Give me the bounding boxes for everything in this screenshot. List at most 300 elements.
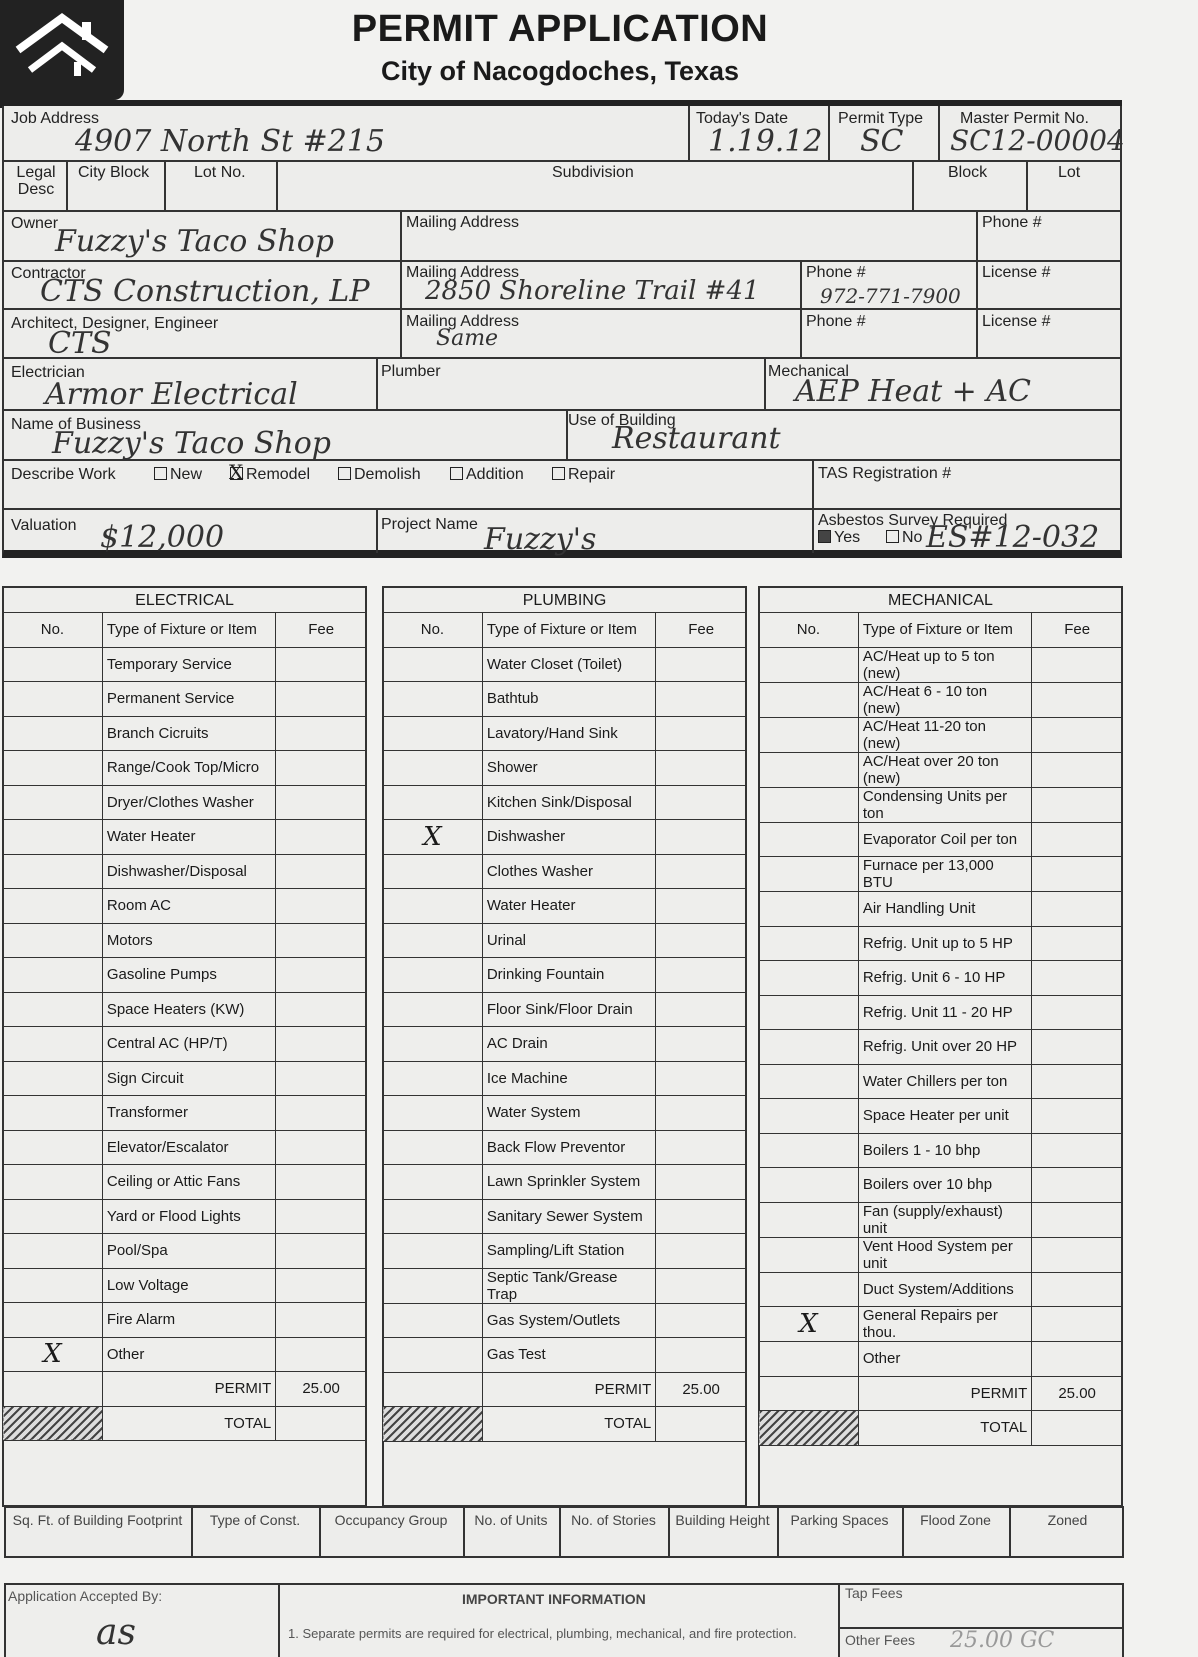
- electrical-row-item: Motors: [102, 923, 275, 958]
- mechanical-row-item: Vent Hood System per unit: [858, 1237, 1031, 1272]
- table-row: [759, 1133, 1123, 1168]
- plumbing-row-fee[interactable]: [656, 1130, 747, 1165]
- plumbing-row-fee[interactable]: [656, 1061, 747, 1096]
- mechanical-row-no[interactable]: [759, 1168, 859, 1203]
- plumbing-row-no[interactable]: [383, 647, 483, 682]
- electrical-row-no[interactable]: [3, 1130, 103, 1165]
- electrical-table: [2, 612, 367, 1441]
- electrical-row-item: Fire Alarm: [102, 1303, 275, 1338]
- business-label: Name of Business: [11, 416, 141, 433]
- mechanical-table: [758, 612, 1123, 1446]
- electrical-row-no[interactable]: [3, 1027, 103, 1062]
- electrical-row-item: Elevator/Escalator: [102, 1130, 275, 1165]
- electrical-row-no[interactable]: [3, 1268, 103, 1303]
- mechanical-row-no[interactable]: [759, 1099, 859, 1134]
- mechanical-total-fee[interactable]: [1032, 1411, 1123, 1446]
- plumber-label: Plumber: [381, 363, 441, 380]
- plumbing-row-fee[interactable]: [656, 992, 747, 1027]
- table-row: [3, 1096, 367, 1131]
- plumbing-header-no: No.: [383, 613, 483, 648]
- page-title: PERMIT APPLICATION: [351, 8, 769, 50]
- master-permit-value[interactable]: SC12-00004: [950, 124, 1125, 157]
- master-permit-label: Master Permit No.: [960, 110, 1089, 127]
- plumbing-row-item: Water System: [482, 1096, 655, 1131]
- plumbing-row-no[interactable]: [383, 889, 483, 924]
- electrical-row-no[interactable]: [3, 1096, 103, 1131]
- table-row: [383, 1268, 747, 1303]
- table-row: [383, 682, 747, 717]
- mechanical-row-item: Fan (supply/exhaust) unit: [858, 1202, 1031, 1237]
- electrical-row-fee[interactable]: [276, 682, 367, 717]
- table-row: [3, 647, 367, 682]
- plumbing-row-item: Shower: [482, 751, 655, 786]
- table-row: [383, 958, 747, 993]
- electrical-row-no[interactable]: [3, 1165, 103, 1200]
- electrical-row-fee[interactable]: [276, 1199, 367, 1234]
- plumbing-row-fee[interactable]: [656, 1165, 747, 1200]
- electrical-permit-spacer: [3, 1372, 103, 1407]
- architect-value[interactable]: CTS: [48, 326, 112, 361]
- electrical-row-fee[interactable]: [276, 1337, 367, 1372]
- electrical-permit-label: PERMIT: [102, 1372, 275, 1407]
- mechanical-row-fee[interactable]: [1032, 1237, 1123, 1272]
- mechanical-row-fee[interactable]: [1032, 752, 1123, 787]
- electrical-row-no[interactable]: [3, 751, 103, 786]
- table-row: [759, 1307, 1123, 1342]
- table-row: [3, 1268, 367, 1303]
- table-row: [3, 785, 367, 820]
- table-row: [3, 923, 367, 958]
- mechanical-label: Mechanical: [768, 363, 849, 380]
- plumbing-row-fee[interactable]: [656, 1234, 747, 1269]
- mechanical-row-fee[interactable]: [1032, 1202, 1123, 1237]
- valuation-value[interactable]: $12,000: [100, 520, 225, 555]
- electrical-row-fee[interactable]: [276, 958, 367, 993]
- mechanical-row-fee[interactable]: [1032, 647, 1123, 682]
- plumbing-row-fee[interactable]: [656, 958, 747, 993]
- mechanical-row-fee[interactable]: [1032, 787, 1123, 822]
- electrical-row-fee[interactable]: [276, 889, 367, 924]
- plumbing-row-no[interactable]: [383, 1199, 483, 1234]
- mechanical-header-fe: Fee: [1032, 613, 1123, 648]
- plumbing-row-item: Ice Machine: [482, 1061, 655, 1096]
- building-stat-3: No. of Units: [474, 1512, 548, 1528]
- plumbing-row-fee[interactable]: [656, 1199, 747, 1234]
- electrical-row-fee[interactable]: [276, 1027, 367, 1062]
- contractor-phone-value[interactable]: 972-771-7900: [820, 284, 961, 308]
- plumbing-row-no[interactable]: [383, 751, 483, 786]
- owner-phone-label: Phone #: [982, 214, 1042, 231]
- mechanical-header-no: No.: [759, 613, 859, 648]
- building-stat-4: No. of Stories: [571, 1512, 656, 1528]
- plumbing-row-fee[interactable]: [656, 1338, 747, 1373]
- mechanical-header-it: Type of Fixture or Item: [858, 613, 1031, 648]
- legal-desc-label: Legal Desc: [16, 164, 56, 198]
- mechanical-row-item: Boilers 1 - 10 bhp: [858, 1133, 1031, 1168]
- mechanical-row-fee[interactable]: [1032, 1099, 1123, 1134]
- contractor-license-label: License #: [982, 264, 1051, 281]
- mechanical-row-fee[interactable]: [1032, 1307, 1123, 1342]
- mechanical-row-fee[interactable]: [1032, 857, 1123, 892]
- architect-label: Architect, Designer, Engineer: [11, 315, 219, 332]
- electrical-row-no[interactable]: [3, 1303, 103, 1338]
- building-stat-0: Sq. Ft. of Building Footprint: [12, 1512, 183, 1528]
- mechanical-row-item: Space Heater per unit: [858, 1099, 1031, 1134]
- table-row: [383, 785, 747, 820]
- mechanical-row-no[interactable]: [759, 682, 859, 717]
- table-row: [383, 751, 747, 786]
- electrical-row-item: Dishwasher/Disposal: [102, 854, 275, 889]
- mechanical-row-item: General Repairs per thou.: [858, 1307, 1031, 1342]
- table-row: [759, 892, 1123, 927]
- plumbing-row-item: Lawn Sprinkler System: [482, 1165, 655, 1200]
- plumbing-row-item: Bathtub: [482, 682, 655, 717]
- accepted-by-value[interactable]: as: [96, 1612, 136, 1653]
- mechanical-row-no[interactable]: [759, 787, 859, 822]
- plumbing-row-fee[interactable]: [656, 682, 747, 717]
- job-address-value[interactable]: 4907 North St #215: [75, 124, 385, 159]
- electrical-total-fee[interactable]: [276, 1406, 367, 1441]
- plumbing-total-hatch: [383, 1407, 483, 1442]
- mechanical-section-title: MECHANICAL: [888, 592, 993, 609]
- plumbing-row-no[interactable]: [383, 992, 483, 1027]
- tas-registration-label: TAS Registration #: [818, 465, 952, 482]
- todays-date-value[interactable]: 1.19.12: [708, 124, 823, 159]
- table-row: [759, 1099, 1123, 1134]
- owner-value[interactable]: Fuzzy's Taco Shop: [55, 224, 334, 259]
- table-row: [3, 1199, 367, 1234]
- todays-date-label: Today's Date: [696, 110, 788, 127]
- plumbing-row-no[interactable]: [383, 958, 483, 993]
- project-name-value[interactable]: Fuzzy's: [484, 522, 597, 557]
- electrical-row-fee[interactable]: [276, 923, 367, 958]
- electrical-row-no[interactable]: [3, 1061, 103, 1096]
- electrical-row-no[interactable]: X: [3, 1337, 103, 1372]
- plumbing-row-item: Dishwasher: [482, 820, 655, 855]
- table-row: [3, 1061, 367, 1096]
- plumbing-row-fee[interactable]: [656, 1268, 747, 1303]
- table-row: [3, 958, 367, 993]
- mechanical-row-fee[interactable]: [1032, 1168, 1123, 1203]
- other-fees-value[interactable]: 25.00 GC: [950, 1628, 1055, 1653]
- plumbing-row-no[interactable]: [383, 1130, 483, 1165]
- plumbing-row-fee[interactable]: [656, 785, 747, 820]
- mechanical-row-item: Refrig. Unit 11 - 20 HP: [858, 995, 1031, 1030]
- plumbing-row-no[interactable]: [383, 1268, 483, 1303]
- plumbing-row-item: Gas Test: [482, 1338, 655, 1373]
- plumbing-row-fee[interactable]: [656, 1027, 747, 1062]
- tap-fees-label: Tap Fees: [845, 1585, 903, 1601]
- electrician-value[interactable]: Armor Electrical: [45, 377, 298, 412]
- plumbing-row-no[interactable]: [383, 1061, 483, 1096]
- use-of-building-label: Use of Building: [568, 412, 676, 429]
- owner-mailing-label: Mailing Address: [406, 214, 519, 231]
- electrical-row-no[interactable]: [3, 992, 103, 1027]
- architect-license-label: License #: [982, 313, 1051, 330]
- table-row: [3, 820, 367, 855]
- electrical-section-title: ELECTRICAL: [135, 592, 234, 609]
- mechanical-row-no[interactable]: [759, 892, 859, 927]
- plumbing-row-no[interactable]: [383, 716, 483, 751]
- electrical-row-fee[interactable]: [276, 1268, 367, 1303]
- electrical-row-no[interactable]: [3, 820, 103, 855]
- electrical-row-no[interactable]: [3, 854, 103, 889]
- lot-no-label: Lot No.: [194, 164, 246, 181]
- electrical-row-fee[interactable]: [276, 854, 367, 889]
- table-row: [759, 961, 1123, 996]
- mechanical-row-fee[interactable]: [1032, 1133, 1123, 1168]
- work-addition-checkbox[interactable]: Addition: [450, 466, 524, 484]
- electrical-row-item: Yard or Flood Lights: [102, 1199, 275, 1234]
- table-row: [383, 1234, 747, 1269]
- owner-label: Owner: [11, 215, 59, 232]
- electrical-row-item: Low Voltage: [102, 1268, 275, 1303]
- electrical-row-item: Pool/Spa: [102, 1234, 275, 1269]
- electrical-row-no[interactable]: [3, 1234, 103, 1269]
- electrical-row-no[interactable]: [3, 716, 103, 751]
- electrical-row-fee[interactable]: [276, 716, 367, 751]
- plumbing-row-no[interactable]: [383, 1338, 483, 1373]
- plumbing-row-no[interactable]: [383, 1096, 483, 1131]
- mechanical-row-no[interactable]: [759, 1064, 859, 1099]
- plumbing-row-fee[interactable]: [656, 923, 747, 958]
- table-row: [3, 1165, 367, 1200]
- mechanical-row-no[interactable]: [759, 1272, 859, 1307]
- table-row: [3, 854, 367, 889]
- electrical-row-item: Room AC: [102, 889, 275, 924]
- table-row: [383, 1061, 747, 1096]
- mechanical-row-item: Duct System/Additions: [858, 1272, 1031, 1307]
- plumbing-row-fee[interactable]: [656, 1303, 747, 1338]
- mechanical-row-fee[interactable]: [1032, 682, 1123, 717]
- use-of-building-value[interactable]: Restaurant: [612, 421, 781, 456]
- table-row: [759, 1064, 1123, 1099]
- mechanical-row-item: Evaporator Coil per ton: [858, 822, 1031, 857]
- electrical-row-no[interactable]: [3, 958, 103, 993]
- plumbing-table: [382, 612, 747, 1442]
- mechanical-permit-fee[interactable]: 25.00: [1032, 1376, 1123, 1411]
- table-row: [383, 1165, 747, 1200]
- electrical-permit-fee[interactable]: 25.00: [276, 1372, 367, 1407]
- plumbing-row-item: Water Heater: [482, 889, 655, 924]
- table-row: [759, 822, 1123, 857]
- architect-mailing-value[interactable]: Same: [436, 326, 499, 351]
- electrical-row-item: Other: [102, 1337, 275, 1372]
- mechanical-row-fee[interactable]: [1032, 717, 1123, 752]
- work-repair-checkbox[interactable]: Repair: [552, 466, 615, 484]
- electrical-row-item: Transformer: [102, 1096, 275, 1131]
- electrical-row-fee[interactable]: [276, 785, 367, 820]
- mechanical-row-no[interactable]: X: [759, 1307, 859, 1342]
- table-row: [383, 854, 747, 889]
- contractor-phone-label: Phone #: [806, 264, 866, 281]
- asbestos-value[interactable]: ES#12-032: [926, 520, 1100, 555]
- important-info-title: IMPORTANT INFORMATION: [462, 1591, 646, 1607]
- plumbing-permit-spacer: [383, 1372, 483, 1407]
- plumbing-total-fee[interactable]: [656, 1407, 747, 1442]
- mechanical-row-fee[interactable]: [1032, 1064, 1123, 1099]
- city-block-label: City Block: [78, 164, 150, 181]
- plumbing-row-fee[interactable]: [656, 716, 747, 751]
- electrical-row-fee[interactable]: [276, 820, 367, 855]
- plumbing-row-item: Urinal: [482, 923, 655, 958]
- plumbing-row-item: AC Drain: [482, 1027, 655, 1062]
- table-row: [3, 992, 367, 1027]
- mechanical-row-no[interactable]: [759, 926, 859, 961]
- plumbing-row-item: Floor Sink/Floor Drain: [482, 992, 655, 1027]
- mechanical-row-item: Boilers over 10 bhp: [858, 1168, 1031, 1203]
- table-row: [383, 923, 747, 958]
- contractor-value[interactable]: CTS Construction, LP: [40, 274, 370, 309]
- plumbing-row-no[interactable]: [383, 1165, 483, 1200]
- plumbing-row-fee[interactable]: [656, 820, 747, 855]
- plumbing-permit-fee[interactable]: 25.00: [656, 1372, 747, 1407]
- mechanical-row-item: Refrig. Unit up to 5 HP: [858, 926, 1031, 961]
- mechanical-row-fee[interactable]: [1032, 926, 1123, 961]
- electrical-total-hatch: [3, 1406, 103, 1441]
- electrical-row-fee[interactable]: [276, 1165, 367, 1200]
- electrical-row-fee[interactable]: [276, 1303, 367, 1338]
- table-row: [3, 1027, 367, 1062]
- plumbing-row-no[interactable]: [383, 785, 483, 820]
- mechanical-row-no[interactable]: [759, 647, 859, 682]
- plumbing-total-label: TOTAL: [482, 1407, 655, 1442]
- page-subtitle: City of Nacogdoches, Texas: [380, 56, 740, 86]
- subdivision-label: Subdivision: [552, 164, 634, 181]
- architect-mailing-label: Mailing Address: [406, 313, 519, 330]
- mechanical-row-fee[interactable]: [1032, 1030, 1123, 1065]
- asbestos-no-checkbox[interactable]: No: [886, 529, 922, 547]
- electrical-row-fee[interactable]: [276, 1096, 367, 1131]
- mechanical-row-fee[interactable]: [1032, 892, 1123, 927]
- mechanical-row-no[interactable]: [759, 1133, 859, 1168]
- table-row: [759, 647, 1123, 682]
- electrical-row-item: Central AC (HP/T): [102, 1027, 275, 1062]
- plumbing-row-item: Septic Tank/Grease Trap: [482, 1268, 655, 1303]
- valuation-label: Valuation: [11, 517, 77, 534]
- table-row: [3, 889, 367, 924]
- plumbing-row-no[interactable]: X: [383, 820, 483, 855]
- plumbing-header-fe: Fee: [656, 613, 747, 648]
- mechanical-row-no[interactable]: [759, 857, 859, 892]
- electrical-row-fee[interactable]: [276, 992, 367, 1027]
- mechanical-row-item: AC/Heat 11-20 ton (new): [858, 717, 1031, 752]
- mechanical-row-no[interactable]: [759, 1237, 859, 1272]
- electrical-row-fee[interactable]: [276, 1234, 367, 1269]
- mechanical-row-item: Refrig. Unit over 20 HP: [858, 1030, 1031, 1065]
- table-row: [3, 1234, 367, 1269]
- work-demolish-checkbox[interactable]: Demolish: [338, 466, 421, 484]
- building-stat-8: Zoned: [1047, 1512, 1088, 1528]
- plumbing-row-item: Sanitary Sewer System: [482, 1199, 655, 1234]
- mechanical-row-no[interactable]: [759, 995, 859, 1030]
- asbestos-yes-checkbox[interactable]: Yes: [818, 529, 860, 547]
- plumbing-row-no[interactable]: [383, 682, 483, 717]
- plumbing-row-no[interactable]: [383, 923, 483, 958]
- mechanical-row-no[interactable]: [759, 1030, 859, 1065]
- plumbing-row-item: Water Closet (Toilet): [482, 647, 655, 682]
- electrical-row-fee[interactable]: [276, 647, 367, 682]
- electrical-row-fee[interactable]: [276, 751, 367, 786]
- mechanical-value[interactable]: AEP Heat + AC: [795, 374, 1031, 409]
- mechanical-row-fee[interactable]: [1032, 1342, 1123, 1377]
- mechanical-row-no[interactable]: [759, 1202, 859, 1237]
- electrical-row-no[interactable]: [3, 1199, 103, 1234]
- house-icon: [0, 0, 124, 100]
- electrical-row-no[interactable]: [3, 682, 103, 717]
- electrical-row-item: Branch Cicruits: [102, 716, 275, 751]
- electrical-row-fee[interactable]: [276, 1061, 367, 1096]
- permit-type-value[interactable]: SC: [860, 124, 904, 159]
- electrical-row-fee[interactable]: [276, 1130, 367, 1165]
- electrical-row-no[interactable]: [3, 889, 103, 924]
- mechanical-row-fee[interactable]: [1032, 822, 1123, 857]
- mechanical-row-item: Water Chillers per ton: [858, 1064, 1031, 1099]
- table-row: [383, 992, 747, 1027]
- mechanical-row-fee[interactable]: [1032, 995, 1123, 1030]
- asbestos-label: Asbestos Survey Required: [818, 512, 1008, 529]
- plumbing-row-no[interactable]: [383, 1234, 483, 1269]
- plumbing-row-fee[interactable]: [656, 751, 747, 786]
- plumbing-row-no[interactable]: [383, 1303, 483, 1338]
- mechanical-row-no[interactable]: [759, 1342, 859, 1377]
- electrical-row-no[interactable]: [3, 923, 103, 958]
- table-row: [383, 820, 747, 855]
- table-row: [759, 717, 1123, 752]
- mechanical-row-no[interactable]: [759, 752, 859, 787]
- mechanical-row-no[interactable]: [759, 822, 859, 857]
- contractor-mailing-value[interactable]: 2850 Shoreline Trail #41: [425, 276, 760, 306]
- table-row: [383, 716, 747, 751]
- table-row: [759, 682, 1123, 717]
- plumbing-row-fee[interactable]: [656, 647, 747, 682]
- mechanical-row-no[interactable]: [759, 961, 859, 996]
- table-row: [759, 1342, 1123, 1377]
- electrical-row-item: Space Heaters (KW): [102, 992, 275, 1027]
- mechanical-row-no[interactable]: [759, 717, 859, 752]
- plumbing-row-item: Kitchen Sink/Disposal: [482, 785, 655, 820]
- table-row: [759, 1237, 1123, 1272]
- business-value[interactable]: Fuzzy's Taco Shop: [52, 426, 331, 461]
- plumbing-row-item: Lavatory/Hand Sink: [482, 716, 655, 751]
- plumbing-row-no[interactable]: [383, 854, 483, 889]
- work-remodel-checkbox[interactable]: X Remodel: [229, 460, 311, 484]
- table-row: [383, 1096, 747, 1131]
- electrical-row-no[interactable]: [3, 647, 103, 682]
- plumbing-row-item: Gas System/Outlets: [482, 1303, 655, 1338]
- electrical-row-item: Temporary Service: [102, 647, 275, 682]
- table-row: [759, 857, 1123, 892]
- plumbing-row-no[interactable]: [383, 1027, 483, 1062]
- table-row: [383, 1027, 747, 1062]
- mechanical-row-fee[interactable]: [1032, 1272, 1123, 1307]
- plumbing-row-fee[interactable]: [656, 854, 747, 889]
- mechanical-row-fee[interactable]: [1032, 961, 1123, 996]
- building-stat-6: Parking Spaces: [790, 1512, 889, 1528]
- plumbing-row-fee[interactable]: [656, 889, 747, 924]
- electrical-row-item: Ceiling or Attic Fans: [102, 1165, 275, 1200]
- plumbing-row-fee[interactable]: [656, 1096, 747, 1131]
- plumbing-section-title: PLUMBING: [522, 592, 607, 609]
- mechanical-permit-spacer: [759, 1376, 859, 1411]
- permit-type-label: Permit Type: [838, 110, 924, 127]
- project-name-label: Project Name: [381, 516, 478, 533]
- electrical-row-no[interactable]: [3, 785, 103, 820]
- important-info-item-1: 1. Separate permits are required for electrical, plumbing, mechanical, and fire protection.: [288, 1626, 797, 1641]
- work-new-checkbox[interactable]: New: [154, 466, 202, 484]
- table-row: [383, 647, 747, 682]
- other-fees-label: Other Fees: [845, 1632, 916, 1648]
